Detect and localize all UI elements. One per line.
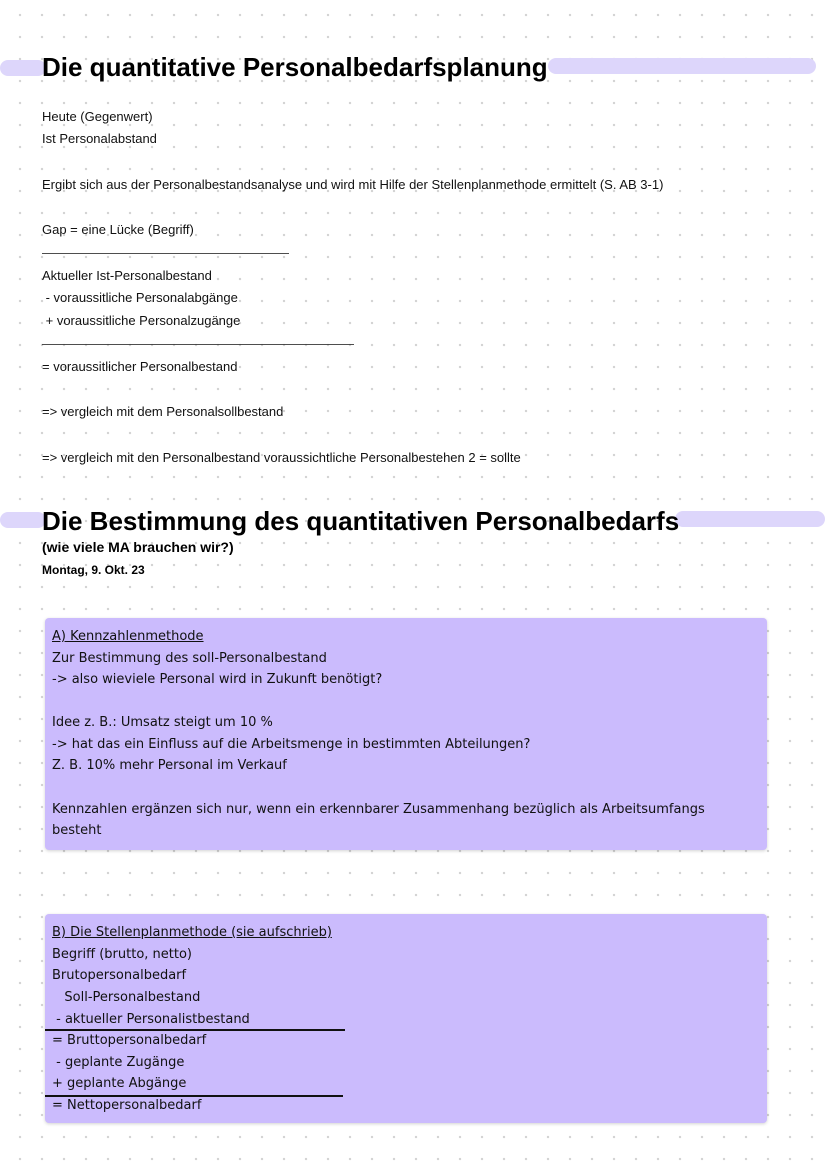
card-line: -> also wieviele Personal wird in Zukunft benötigt? [52, 672, 383, 687]
card-line: - aktueller Personalistbestand [52, 1012, 250, 1027]
title-highlight-right [548, 58, 816, 74]
text-line: Heute (Gegenwert) [42, 109, 153, 124]
dash-divider: ——————————————————— [42, 245, 289, 260]
card-line: Kennzahlen ergänzen sich nur, wenn ein erkennbarer Zusammenhang bezüglich als Arbeitsumfangs [52, 802, 705, 817]
card-kennzahlenmethode [45, 618, 767, 850]
card-line: besteht [52, 823, 102, 838]
section-title-personalbedarfsplanung: Die quantitative Personalbedarfsplanung [42, 52, 548, 82]
card-line: Zur Bestimmung des soll-Personalbestand [52, 651, 327, 666]
section-subtitle: (wie viele MA brauchen wir?) [42, 539, 234, 555]
title-highlight-left [0, 512, 46, 528]
card-stellenplanmethode [45, 914, 767, 1123]
text-line: Aktueller Ist-Personalbestand [42, 268, 212, 283]
card-line: Begriff (brutto, netto) [52, 947, 192, 962]
card-line: Soll-Personalbestand [52, 990, 201, 1005]
card-line: = Bruttopersonalbedarf [52, 1033, 207, 1048]
text-line: = voraussitlicher Personalbestand [42, 359, 238, 374]
card-line: - geplante Zugänge [52, 1055, 185, 1070]
card-line: Z. B. 10% mehr Personal im Verkauf [52, 758, 287, 773]
title-highlight-right [675, 511, 825, 527]
text-line: Ist Personalabstand [42, 131, 157, 146]
card-line: = Nettopersonalbedarf [52, 1098, 202, 1113]
note-date: Montag, 9. Okt. 23 [42, 563, 145, 577]
dash-divider: ———————————————————————— [42, 336, 354, 351]
title-highlight-left [0, 60, 46, 76]
text-line: - voraussitliche Personalabgänge [42, 290, 238, 305]
text-line: Gap = eine Lücke (Begriff) [42, 222, 194, 237]
card-heading: B) Die Stellenplanmethode (sie aufschrieb) [52, 925, 332, 940]
text-line: + voraussitliche Personalzugänge [42, 313, 241, 328]
card-heading: A) Kennzahlenmethode [52, 629, 204, 644]
section-title-bestimmung: Die Bestimmung des quantitativen Personalbedarfs [42, 506, 680, 536]
text-line: => vergleich mit dem Personalsollbestand [42, 404, 284, 419]
text-line: Ergibt sich aus der Personalbestandsanalyse und wird mit Hilfe der Stellenplanmethode ermittelt (S. AB 3-1) [42, 177, 664, 192]
card-line: -> hat das ein Einfluss auf die Arbeitsmenge in bestimmten Abteilungen? [52, 737, 531, 752]
card-line: Brutopersonalbedarf [52, 968, 187, 983]
card-line: Idee z. B.: Umsatz steigt um 10 % [52, 715, 273, 730]
sum-line [45, 1029, 345, 1031]
text-line: => vergleich mit den Personalbestand voraussichtliche Personalbestehen 2 = sollte [42, 450, 521, 465]
card-line: + geplante Abgänge [52, 1076, 187, 1091]
